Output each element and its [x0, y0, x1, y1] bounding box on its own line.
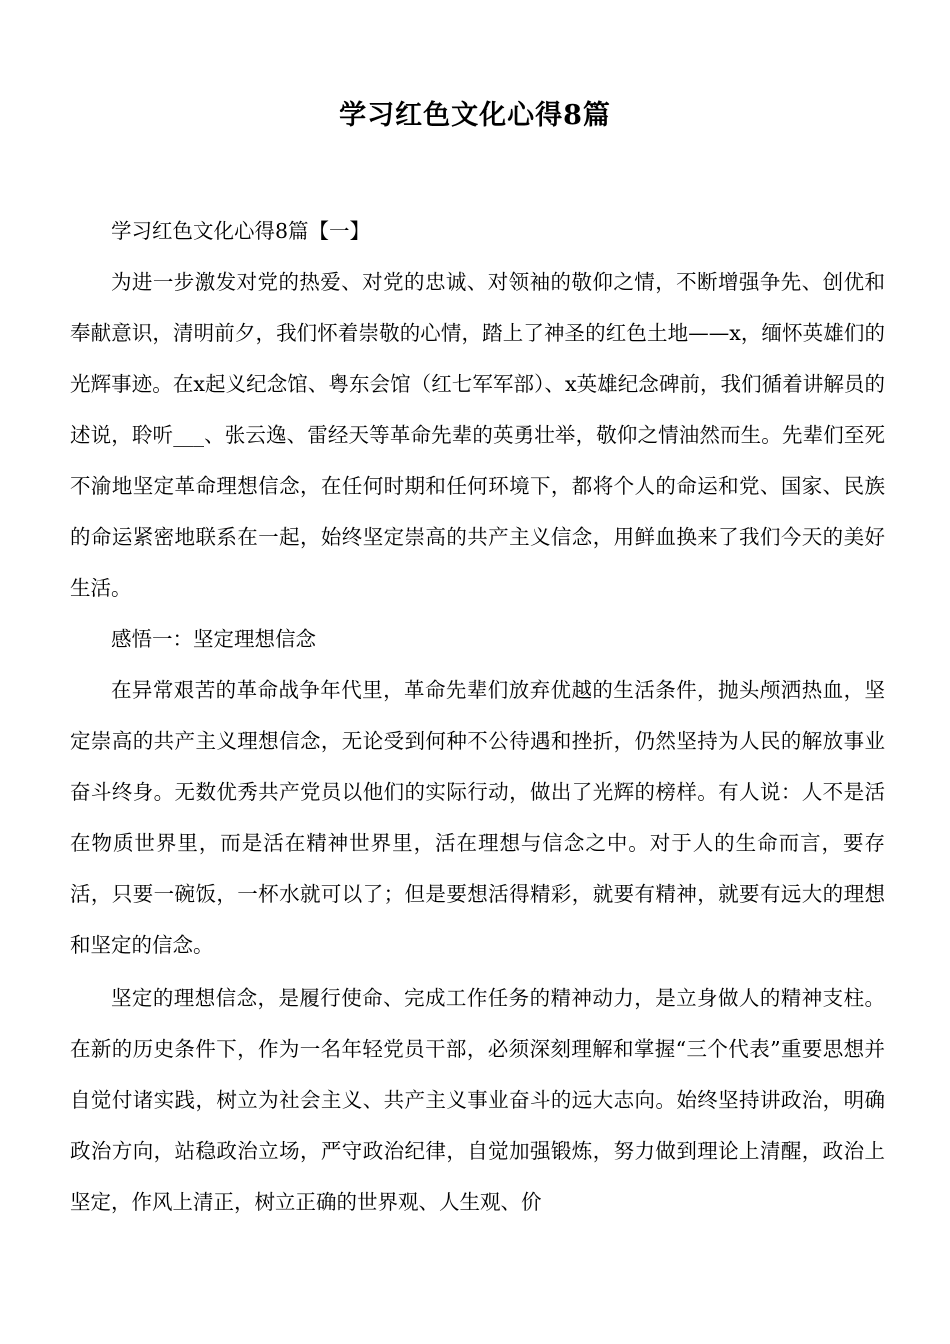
document-body: [70, 206, 885, 1228]
subsection-heading: 感悟一：坚定理想信念: [111, 627, 316, 651]
body-paragraph: 坚定的理想信念，是履行使命、完成工作任务的精神动力，是立身做人的精神支柱。在新的历史条件下，作为一名年轻党员干部，必须深刻理解和掌握“三个代表”重要思想并自觉付诸实践，树立为社会主义、共产主义事业奋斗的远大志向。始终坚持讲政治，明确政治方向，站稳政治立场，严守政治纪律，自觉加强锻炼，努力做到理论上清醒，政治上坚定，作风上清正，树立正确的世界观、人生观、价: [70, 986, 885, 1214]
document-title: 学习红色文化心得8篇: [339, 100, 611, 131]
body-paragraph: 在异常艰苦的革命战争年代里，革命先辈们放弃优越的生活条件，抛头颅洒热血，坚定崇高的共产主义理想信念，无论受到何种不公待遇和挫折，仍然坚持为人民的解放事业奋斗终身。无数优秀共产党员以他们的实际行动，做出了光辉的榜样。有人说：人不是活在物质世界里，而是活在精神世界里，活在理想与信念之中。对于人的生命而言，要存活，只要一碗饭，一杯水就可以了；但是要想活得精彩，就要有精神，就要有远大的理想和坚定的信念。: [70, 678, 885, 957]
body-paragraph: 为进一步激发对党的热爱、对党的忠诚、对领袖的敬仰之情，不断增强争先、创优和奉献意识，清明前夕，我们怀着崇敬的心情，踏上了神圣的红色土地——x，缅怀英雄们的光辉事迹。在x起义纪念馆、粤东会馆（红七军军部）、x英雄纪念碑前，我们循着讲解员的述说，聆听___、张云逸、雷经天等革命先辈的英勇壮举，敬仰之情油然而生。先辈们至死不渝地坚定革命理想信念，在任何时期和任何环境下，都将个人的命运和党、国家、民族的命运紧密地联系在一起，始终坚定崇高的共产主义信念，用鲜血换来了我们今天的美好生活。: [70, 270, 885, 600]
section-heading: 学习红色文化心得8篇【一】: [111, 219, 371, 243]
